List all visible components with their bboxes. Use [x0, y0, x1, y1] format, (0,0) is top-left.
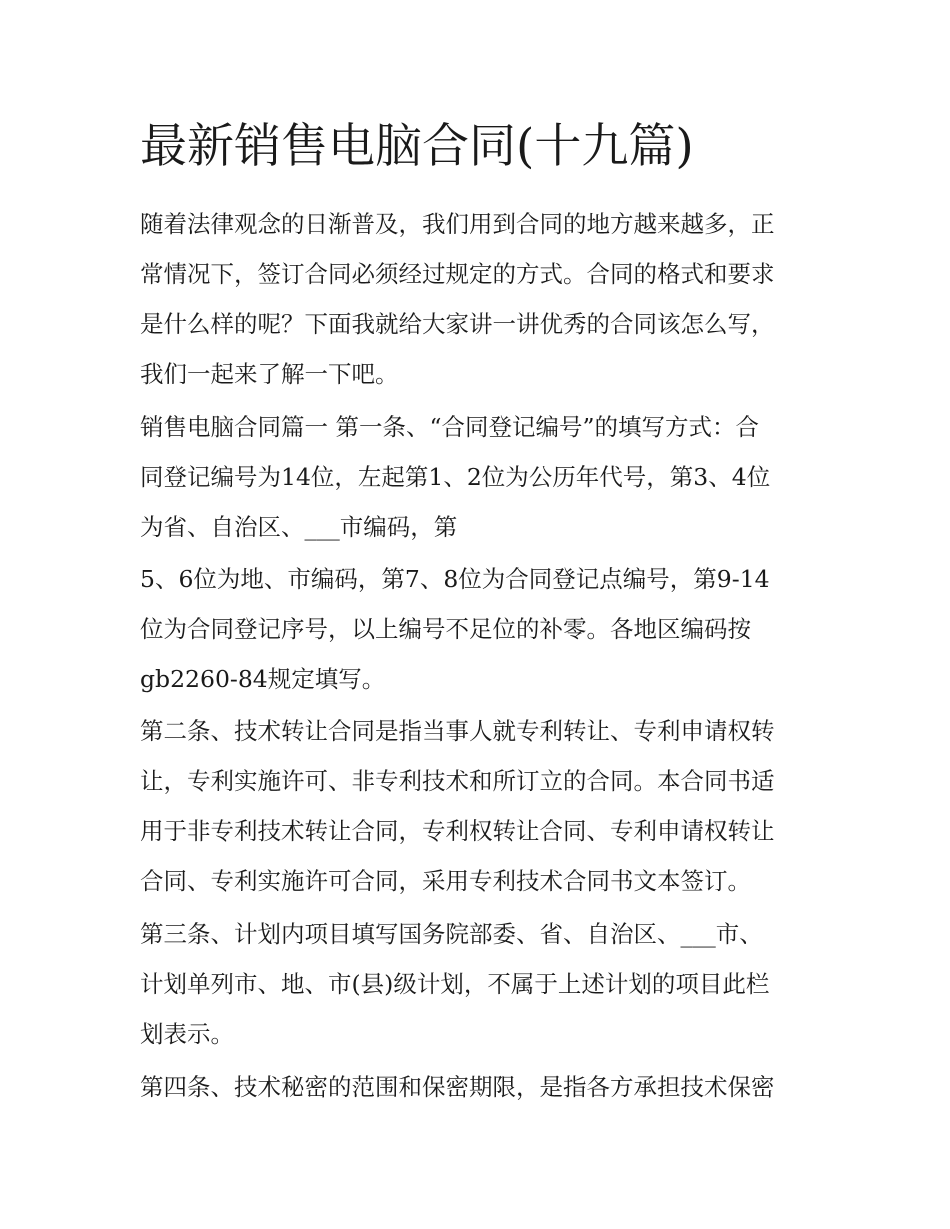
- text-line: gb2260-84规定填写。: [140, 665, 386, 693]
- text-line: 第四条、技术秘密的范围和保密期限，是指各方承担技术保密: [140, 1073, 775, 1101]
- text-line: 同登记编号为14位，左起第1、2位为公历年代号，第3、4位: [140, 463, 771, 491]
- text-line: 让，专利实施许可、非专利技术和所订立的合同。本合同书适: [140, 767, 775, 795]
- text-line: 位为合同登记序号，以上编号不足位的补零。各地区编码按: [140, 615, 751, 643]
- text-line: 第三条、计划内项目填写国务院部委、省、自治区、___市、: [140, 920, 763, 948]
- text-line: 计划单列市、地、市(县)级计划，不属于上述计划的项目此栏: [140, 970, 770, 998]
- text-line: 5、6位为地、市编码，第7、8位为合同登记点编号，第9-14: [140, 565, 770, 593]
- text-line: 第二条、技术转让合同是指当事人就专利转让、专利申请权转: [140, 717, 775, 745]
- text-line: 合同、专利实施许可合同，采用专利技术合同书文本签订。: [140, 867, 751, 895]
- text-line: 常情况下，签订合同必须经过规定的方式。合同的格式和要求: [140, 260, 775, 288]
- text-line: 我们一起来了解一下吧。: [140, 360, 399, 388]
- document-title: 最新销售电脑合同(十九篇): [140, 119, 694, 174]
- text-line: 销售电脑合同篇一 第一条、“合同登记编号”的填写方式：合: [140, 413, 759, 441]
- text-line: 用于非专利技术转让合同，专利权转让合同、专利申请权转让: [140, 817, 775, 845]
- text-line: 随着法律观念的日渐普及，我们用到合同的地方越来越多，正: [140, 210, 775, 238]
- text-line: 划表示。: [140, 1020, 234, 1048]
- text-line: 为省、自治区、___市编码，第: [140, 513, 458, 541]
- text-line: 是什么样的呢？下面我就给大家讲一讲优秀的合同该怎么写，: [140, 310, 775, 338]
